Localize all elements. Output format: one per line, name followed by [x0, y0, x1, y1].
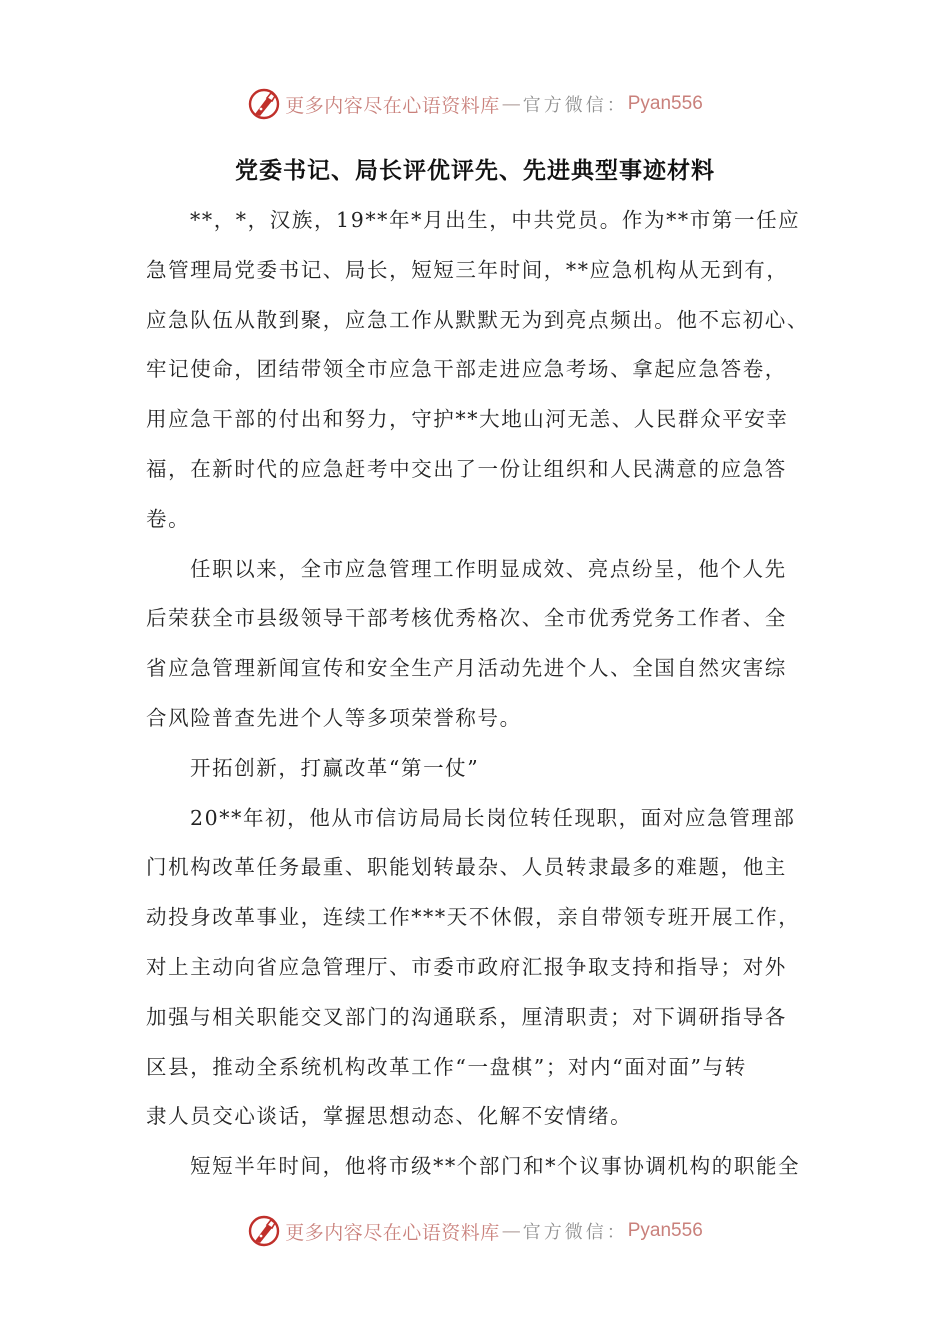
body-line: 用应急干部的付出和努力，守护**大地山河无恙、人民群众平安幸 — [146, 407, 789, 432]
header-banner — [0, 84, 950, 124]
footer-separator: — — [501, 1220, 521, 1242]
body-line: 省应急管理新闻宣传和安全生产月活动先进个人、全国自然灾害综 — [146, 656, 787, 681]
pen-logo-icon — [247, 87, 281, 121]
body-line: 后荣获全市县级领导干部考核优秀格次、全市优秀党务工作者、全 — [146, 606, 787, 631]
body-line: **，*，汉族，19**年*月出生，中共党员。作为**市第一任应 — [190, 208, 801, 232]
body-line: 急管理局党委书记、局长，短短三年时间，**应急机构从无到有， — [146, 257, 789, 282]
body-line: 卷。 — [146, 506, 191, 531]
document-title: 党委书记、局长评优评先、先进典型事迹材料 — [235, 158, 715, 184]
footer-banner — [0, 1211, 950, 1251]
header-separator: — — [501, 93, 521, 115]
body-line: 福，在新时代的应急赶考中交出了一份让组织和人民满意的应急答 — [146, 456, 787, 481]
body-line: 门机构改革任务最重、职能划转最杂、人员转隶最多的难题，他主 — [146, 855, 787, 880]
header-wechat-id: Pyan556 — [627, 93, 703, 114]
body-line: 对上主动向省应急管理厅、市委市政府汇报争取支持和指导；对外 — [146, 954, 787, 979]
body-line: 隶人员交心谈话，掌握思想动态、化解不安情绪。 — [146, 1104, 633, 1129]
body-line: 动投身改革事业，连续工作***天不休假，亲自带领专班开展工作， — [146, 905, 801, 930]
body-line: 加强与相关职能交叉部门的沟通联系，厘清职责；对下调研指导各 — [146, 1004, 787, 1029]
pen-logo-icon — [247, 1214, 281, 1248]
footer-brand-text: 更多内容尽在心语资料库 — [285, 1221, 500, 1244]
body-line: 牢记使命，团结带领全市应急干部走进应急考场、拿起应急答卷， — [146, 357, 787, 382]
header-brand-text: 更多内容尽在心语资料库 — [285, 94, 500, 117]
body-line: 任职以来，全市应急管理工作明显成效、亮点纷呈，他个人先 — [190, 556, 787, 581]
header-official-label: 官方微信： — [522, 95, 628, 116]
footer-official-label: 官方微信： — [522, 1222, 628, 1243]
body-line: 区县，推动全系统机构改革工作“一盘棋”；对内“面对面”与转 — [146, 1054, 747, 1079]
section-heading: 开拓创新，打赢改革“第一仗” — [190, 755, 480, 780]
document-body — [146, 196, 809, 1192]
body-line: 合风险普查先进个人等多项荣誉称号。 — [146, 705, 522, 730]
body-line: 应急队伍从散到聚，应急工作从默默无为到亮点频出。他不忘初心、 — [146, 307, 809, 332]
footer-wechat-id: Pyan556 — [627, 1220, 703, 1241]
body-line: 短短半年时间，他将市级**个部门和*个议事协调机构的职能全 — [190, 1154, 801, 1179]
body-line: 20**年初，他从市信访局局长岗位转任现职，面对应急管理部 — [190, 805, 796, 830]
